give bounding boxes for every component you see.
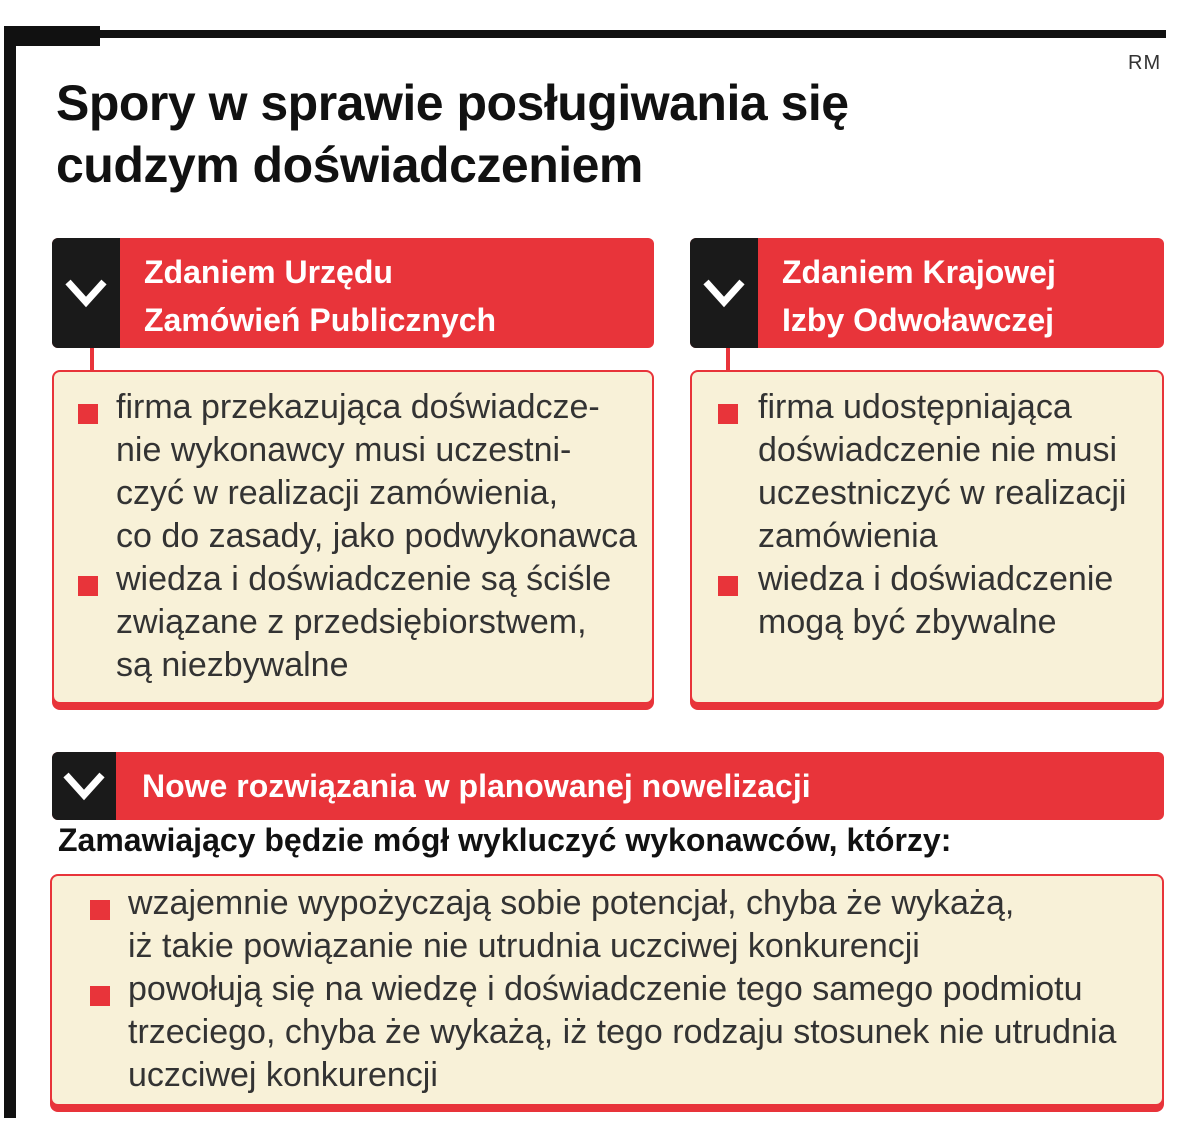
chevron-down-icon — [64, 278, 108, 308]
left-panel-content — [52, 370, 654, 704]
right-panel-header — [690, 238, 1164, 348]
left-panel-marker — [52, 238, 120, 348]
frame-left-rule — [4, 26, 16, 1118]
bottom-bullet-1: wzajemnie wypożyczają sobie potencjał, chyba że wykażą, iż takie powiązanie nie utrudnia uczciwej konkurencji — [128, 884, 1015, 965]
square-bullet-icon — [718, 404, 738, 424]
bottom-panel-header — [52, 752, 1164, 820]
bottom-intro: Zamawiający będzie mógł wykluczyć wykonawców, którzy: — [58, 822, 952, 858]
left-bullet-1: firma przekazująca doświadcze- nie wykonawcy musi uczestni- czyć w realizacji zamówienia, co do zasady, jako podwykonawca — [116, 388, 638, 555]
right-header-line-2: Izby Odwoławczej — [782, 302, 1055, 338]
right-bullet-1: firma udostępniająca doświadczenie nie musi uczestniczyć w realizacji zamówienia — [758, 388, 1127, 555]
frame-top-rule — [96, 30, 1166, 38]
square-bullet-icon — [718, 576, 738, 596]
right-panel-content — [690, 370, 1164, 704]
bottom-header-label: Nowe rozwiązania w planowanej nowelizacji — [142, 768, 811, 804]
right-bullet-2: wiedza i doświadczenie mogą być zbywalne — [758, 560, 1114, 641]
left-connector — [90, 348, 94, 372]
right-header-line-1: Zdaniem Krajowej — [782, 254, 1056, 290]
square-bullet-icon — [90, 900, 110, 920]
chevron-down-icon — [62, 771, 106, 801]
title-line-2: cudzym doświadczeniem — [56, 137, 643, 193]
chevron-down-icon — [702, 278, 746, 308]
right-panel-marker — [690, 238, 758, 348]
square-bullet-icon — [78, 404, 98, 424]
bottom-bullet-2: powołują się na wiedzę i doświadczenie tego samego podmiotu trzeciego, chyba że wykażą, iż tego rodzaju stosunek nie utrudnia uczciwej konkurencji — [128, 970, 1117, 1094]
left-panel-header — [52, 238, 654, 348]
square-bullet-icon — [90, 986, 110, 1006]
author-credit: RM — [1128, 52, 1162, 74]
frame-corner-tab — [4, 26, 100, 46]
left-header-line-1: Zdaniem Urzędu — [144, 254, 393, 290]
left-bullet-2: wiedza i doświadczenie są ściśle związane z przedsiębiorstwem, są niezbywalne — [116, 560, 612, 684]
page-title — [56, 72, 1056, 196]
title-line-1: Spory w sprawie posługiwania się — [56, 75, 849, 131]
bottom-panel-marker — [52, 752, 116, 820]
bottom-panel-content — [50, 874, 1164, 1106]
square-bullet-icon — [78, 576, 98, 596]
right-connector — [726, 348, 730, 372]
left-header-line-2: Zamówień Publicznych — [144, 302, 497, 338]
